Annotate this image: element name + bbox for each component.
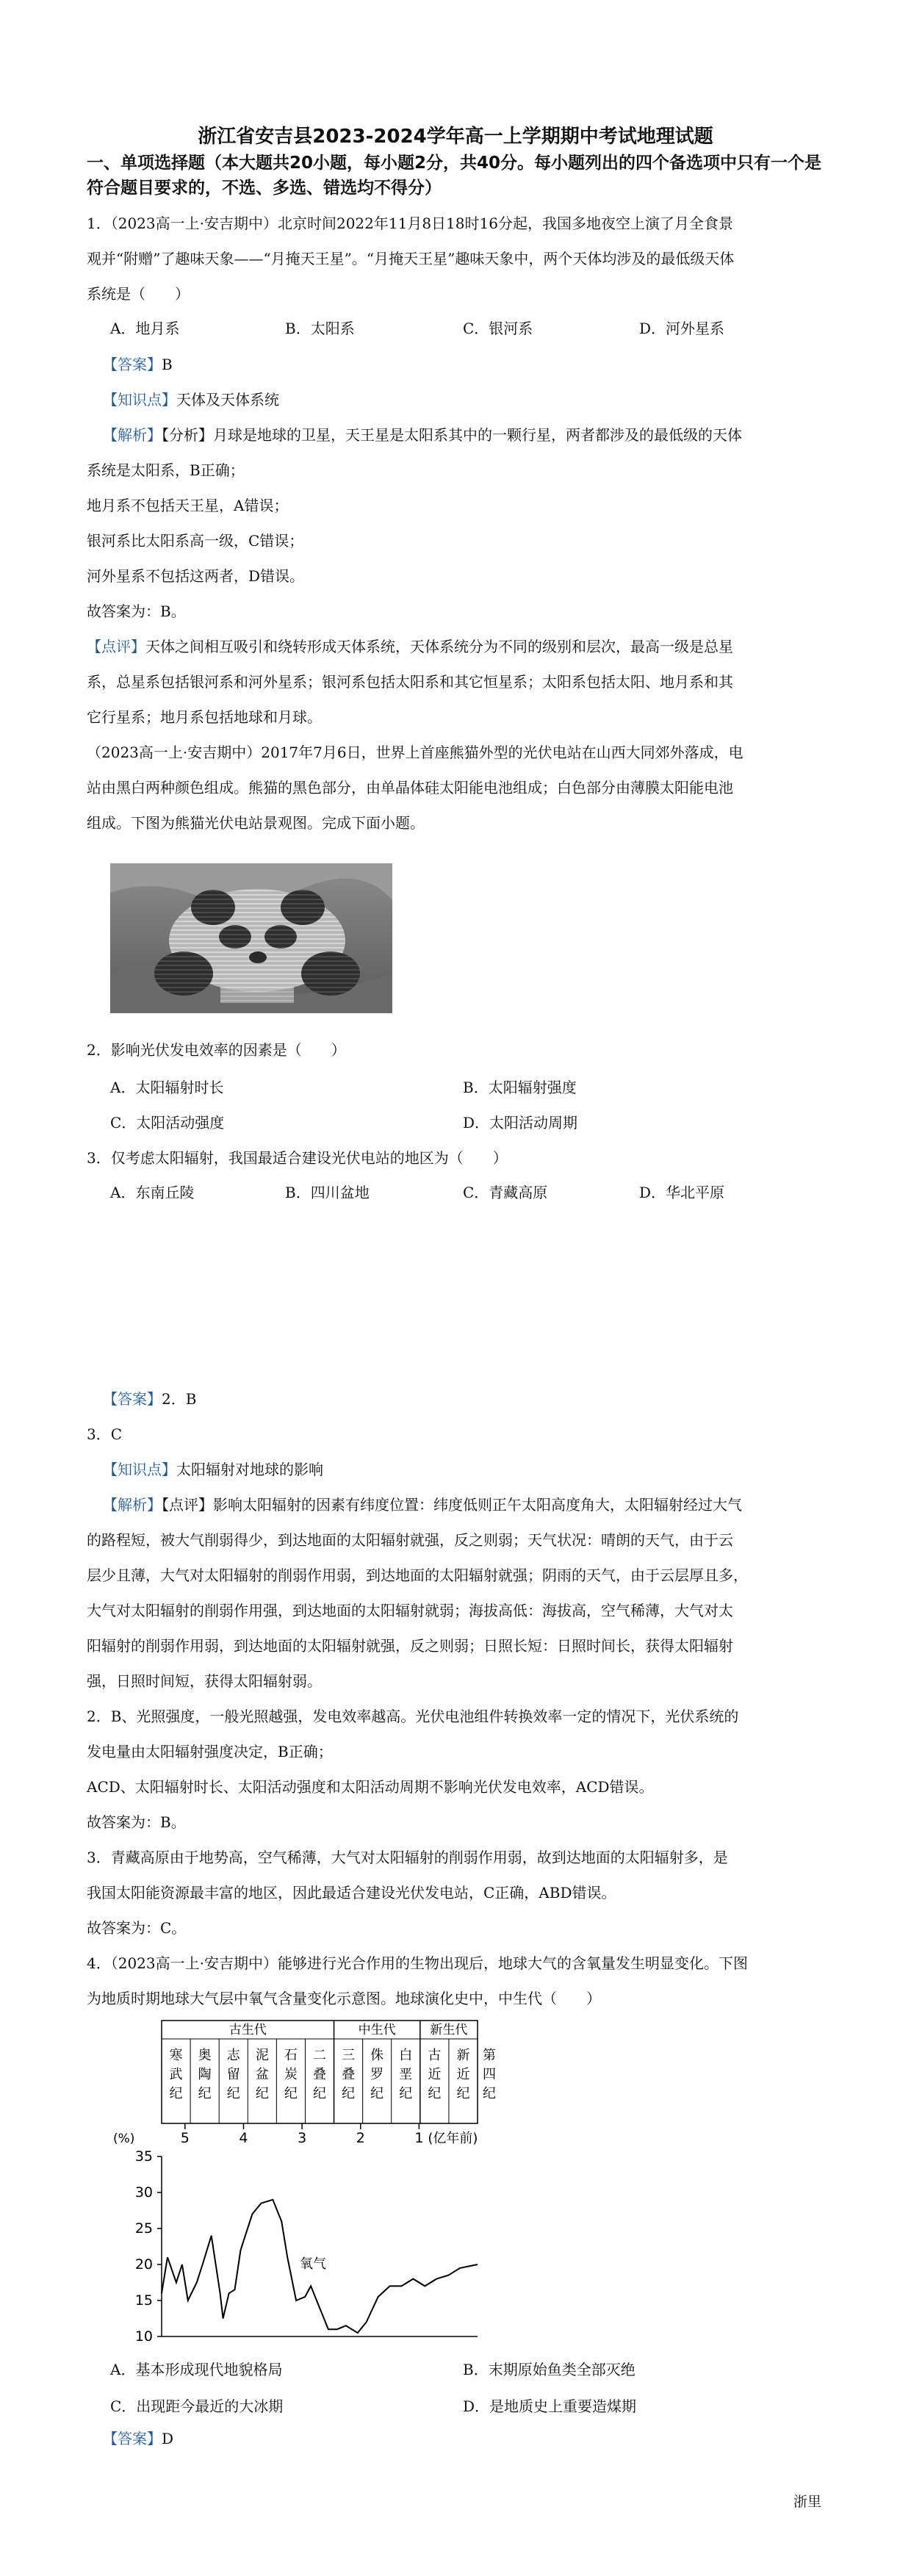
x-tick-label: 2 bbox=[356, 2130, 365, 2146]
page-footer: 浙里 bbox=[793, 2494, 822, 2510]
q3-conclusion: 故答案为：C。 bbox=[87, 1919, 187, 1937]
period-label-char: 纪 bbox=[169, 2086, 183, 2101]
period-label-char: 纪 bbox=[370, 2086, 384, 2101]
q23-review-line6: 强，日照时间短，获得太阳辐射弱。 bbox=[87, 1672, 322, 1690]
era-label: 中生代 bbox=[358, 2023, 396, 2037]
series-label: 氧气 bbox=[300, 2256, 327, 2272]
q1-review-line1 bbox=[87, 629, 829, 664]
q2-option-c: C．太阳活动强度 bbox=[110, 1114, 225, 1132]
period-label-char: 垩 bbox=[399, 2067, 413, 2082]
q2-explanation-line3: ACD、太阳辐射时长、太阳活动强度和太阳活动周期不影响光伏发电效率，ACD错误。 bbox=[87, 1778, 654, 1796]
dianping-tag: 【点评】 bbox=[87, 638, 145, 655]
period-label-char: 陶 bbox=[198, 2067, 212, 2082]
q1-option-b: B．太阳系 bbox=[285, 320, 355, 337]
period-label-char: 留 bbox=[226, 2067, 240, 2082]
q4-option-b: B．末期原始鱼类全部灭绝 bbox=[463, 2361, 635, 2378]
period-label-char: 三 bbox=[342, 2048, 356, 2063]
extra-period-char: 四 bbox=[483, 2067, 496, 2082]
q23-review-line2: 的路程短，被大气削弱得少，到达地面的太阳辐射就强，反之则弱；天气状况：晴朗的天气，由于云 bbox=[87, 1531, 733, 1549]
period-label-char: 纪 bbox=[456, 2086, 470, 2101]
answer-tag: 【答案】 bbox=[103, 2430, 162, 2447]
period-label-char: 石 bbox=[284, 2048, 298, 2063]
period-label-char: 新 bbox=[456, 2048, 470, 2063]
period-label-char: 纪 bbox=[198, 2086, 212, 2101]
q1-answer bbox=[103, 347, 845, 382]
q3-stem: 3．仅考虑太阳辐射，我国最适合建设光伏电站的地区为（ ） bbox=[87, 1149, 508, 1167]
period-label-char: 罗 bbox=[370, 2067, 384, 2082]
material-line3: 组成。下图为熊猫光伏电站景观图。完成下面小题。 bbox=[87, 814, 425, 832]
period-label-char: 纪 bbox=[313, 2086, 326, 2101]
q3-option-a: A．东南丘陵 bbox=[110, 1184, 195, 1201]
q1-review-line2: 系，总星系包括银河系和河外星系；银河系包括太阳系和其它恒星系；太阳系包括太阳、地月系和其 bbox=[87, 673, 733, 691]
document-title: 浙江省安吉县2023-2024学年高一上学期期中考试地理试题 bbox=[198, 126, 713, 148]
era-label: 新生代 bbox=[430, 2023, 468, 2037]
q3-explanation-line2: 我国太阳能资源最丰富的地区，因此最适合建设光伏发电站，C正确，ABD错误。 bbox=[87, 1884, 616, 1902]
extra-period-char: 纪 bbox=[483, 2086, 496, 2101]
period-label-char: 纪 bbox=[226, 2086, 240, 2101]
knowledge-tag: 【知识点】 bbox=[103, 1461, 176, 1478]
q1-conclusion: 故答案为：B。 bbox=[87, 602, 186, 620]
q1-stem-line2: 观并“附赠”了趣味天象——“月掩天王星”。“月掩天王星”趣味天象中，两个天体均涉及的最低级天体 bbox=[87, 250, 735, 267]
q1-analysis-line1 bbox=[103, 417, 845, 453]
q23-review-line5: 阳辐射的削弱作用弱，到达地面的太阳辐射就强，反之则弱；日照长短：日照时间长，获得太阳辐射 bbox=[87, 1637, 733, 1655]
period-label-char: 叠 bbox=[313, 2067, 326, 2082]
q3-explanation-line1: 3．青藏高原由于地势高，空气稀薄，大气对太阳辐射的削弱作用弱，故到达地面的太阳辐射多，是 bbox=[87, 1849, 728, 1866]
fenxi-tag: 【分析】 bbox=[162, 426, 213, 444]
oxygen-content-chart bbox=[110, 2017, 595, 2344]
x-tick-label: 3 bbox=[298, 2130, 307, 2146]
period-label-char: 泥 bbox=[255, 2048, 269, 2063]
q1-knowledge-value: 天体及天体系统 bbox=[176, 391, 279, 409]
q2-option-b: B．太阳辐射强度 bbox=[463, 1079, 577, 1096]
q4-stem-line2: 为地质时期地球大气层中氧气含量变化示意图。地球演化史中，中生代（ ） bbox=[87, 1990, 601, 2007]
q4-answer bbox=[103, 2421, 845, 2456]
q2-stem: 2．影响光伏发电效率的因素是（ ） bbox=[87, 1041, 346, 1059]
q3-answer-value: 3．C bbox=[87, 1425, 123, 1443]
q2-answer-value: 2．B bbox=[162, 1390, 197, 1408]
q3-option-b: B．四川盆地 bbox=[285, 1184, 370, 1201]
analysis-tag: 【解析】 bbox=[103, 1496, 162, 1514]
chart-svg bbox=[110, 2017, 595, 2344]
period-label-char: 叠 bbox=[342, 2067, 356, 2082]
q2-explanation-line1: 2．B、光照强度，一般光照越强，发电效率越高。光伏电池组件转换效率一定的情况下，光伏系统的 bbox=[87, 1708, 739, 1725]
y-tick-label: 20 bbox=[134, 2256, 153, 2273]
y-tick-label: 35 bbox=[134, 2148, 153, 2165]
x-axis-label: (亿年前) bbox=[428, 2131, 478, 2146]
y-tick-label: 15 bbox=[134, 2292, 153, 2309]
period-label-char: 近 bbox=[456, 2067, 470, 2082]
analysis-tag: 【解析】 bbox=[103, 426, 162, 444]
q2-option-a: A．太阳辐射时长 bbox=[110, 1079, 224, 1096]
q23-review-text1: 影响太阳辐射的因素有纬度位置：纬度低则正午太阳高度角大，太阳辐射经过大气 bbox=[213, 1496, 742, 1514]
panda-solar-station-photo bbox=[110, 863, 392, 1013]
q4-option-a: A．基本形成现代地貌格局 bbox=[110, 2361, 283, 2378]
material-line1: （2023高一上·安吉期中）2017年7月6日，世界上首座熊猫外型的光伏电站在山西大同郊外落成，电 bbox=[87, 744, 743, 761]
period-label-char: 近 bbox=[428, 2067, 442, 2082]
q1-knowledge bbox=[103, 382, 845, 417]
q2-explanation-line2: 发电量由太阳辐射强度决定，B正确； bbox=[87, 1743, 333, 1760]
q1-stem-line3: 系统是（ ） bbox=[87, 285, 190, 303]
period-label-char: 奥 bbox=[198, 2048, 212, 2063]
dianping-tag: 【点评】 bbox=[162, 1496, 213, 1514]
q1-stem-line1: 1．（2023高一上·安吉期中）北京时间2022年11月8日18时16分起，我国多地夜空上演了月全食景 bbox=[87, 215, 733, 232]
period-label-char: 志 bbox=[226, 2048, 240, 2063]
q23-review-line3: 层少且薄，大气对太阳辐射的削弱作用弱，到达地面的太阳辐射就强；阴雨的天气，由于云层厚且多， bbox=[87, 1566, 748, 1584]
period-label-char: 白 bbox=[399, 2048, 413, 2063]
knowledge-tag: 【知识点】 bbox=[103, 391, 176, 409]
q3-option-d: D．华北平原 bbox=[639, 1184, 725, 1201]
x-tick-label: 5 bbox=[180, 2130, 190, 2146]
period-label-char: 武 bbox=[169, 2067, 183, 2082]
section-heading: 一、单项选择题（本大题共20小题，每小题2分，共40分。每小题列出的四个备选项中只有一个是符合题目要求的，不选、多选、错选均不得分） bbox=[87, 154, 822, 198]
q23-knowledge-value: 太阳辐射对地球的影响 bbox=[176, 1461, 323, 1478]
q4-stem-line1: 4．（2023高一上·安吉期中）能够进行光合作用的生物出现后，地球大气的含氧量发生明显变化。下图 bbox=[87, 1954, 748, 1972]
x-tick-label: 1 bbox=[414, 2130, 424, 2146]
q1-analysis-line4: 银河系比太阳系高一级，C错误； bbox=[87, 532, 304, 550]
q4-option-c: C．出现距今最近的大冰期 bbox=[110, 2397, 284, 2415]
x-tick-label: 4 bbox=[239, 2130, 248, 2146]
period-label-char: 纪 bbox=[255, 2086, 269, 2101]
y-tick-label: 30 bbox=[134, 2184, 153, 2201]
period-label-char: 纪 bbox=[428, 2086, 442, 2101]
answer-tag: 【答案】 bbox=[103, 356, 162, 373]
q23-review-line1 bbox=[103, 1487, 845, 1522]
y-tick-label: 10 bbox=[134, 2328, 153, 2344]
q1-option-a: A．地月系 bbox=[110, 320, 180, 337]
period-label-char: 纪 bbox=[284, 2086, 298, 2101]
q1-review-line3: 它行星系；地月系包括地球和月球。 bbox=[87, 708, 322, 726]
q1-option-c: C．银河系 bbox=[463, 320, 533, 337]
q3-option-c: C．青藏高原 bbox=[463, 1184, 548, 1201]
material-line2: 站由黑白两种颜色组成。熊猫的黑色部分，由单晶体硅太阳能电池组成；白色部分由薄膜太阳能电池 bbox=[87, 779, 733, 796]
era-label: 古生代 bbox=[228, 2023, 267, 2037]
period-label-char: 纪 bbox=[399, 2086, 413, 2101]
q2-conclusion: 故答案为：B。 bbox=[87, 1813, 186, 1831]
y-tick-label: 25 bbox=[134, 2220, 153, 2237]
q23-answer bbox=[103, 1381, 845, 1417]
period-label-char: 侏 bbox=[370, 2048, 384, 2063]
q4-option-d: D．是地质史上重要造煤期 bbox=[463, 2397, 637, 2415]
period-label-char: 炭 bbox=[284, 2067, 298, 2082]
q1-answer-value: B bbox=[162, 356, 173, 373]
q1-analysis-line2: 系统是太阳系，B正确； bbox=[87, 461, 245, 479]
q1-analysis-line3: 地月系不包括天王星，A错误； bbox=[87, 497, 289, 514]
q23-knowledge bbox=[103, 1452, 845, 1487]
q2-option-d: D．太阳活动周期 bbox=[463, 1114, 578, 1132]
q4-answer-value: D bbox=[162, 2430, 174, 2447]
period-label-char: 二 bbox=[313, 2048, 326, 2063]
q1-option-d: D．河外星系 bbox=[639, 320, 725, 337]
period-label-char: 纪 bbox=[342, 2086, 356, 2101]
period-label-char: 寒 bbox=[169, 2048, 183, 2063]
q1-analysis-text1: 月球是地球的卫星，天王星是太阳系其中的一颗行星，两者都涉及的最低级的天体 bbox=[213, 426, 742, 444]
y-axis-label: (%) bbox=[113, 2131, 135, 2146]
period-label-char: 盆 bbox=[255, 2067, 269, 2082]
q23-review-line4: 大气对太阳辐射的削弱作用强，到达地面的太阳辐射就弱；海拔高低：海拔高，空气稀薄，大气对太 bbox=[87, 1602, 733, 1619]
q1-analysis-line5: 河外星系不包括这两者，D错误。 bbox=[87, 567, 305, 585]
q1-review-text1: 天体之间相互吸引和绕转形成天体系统，天体系统分为不同的级别和层次，最高一级是总星 bbox=[145, 638, 733, 655]
extra-period-char: 第 bbox=[483, 2048, 496, 2063]
period-label-char: 古 bbox=[428, 2048, 442, 2063]
answer-tag: 【答案】 bbox=[103, 1390, 162, 1408]
